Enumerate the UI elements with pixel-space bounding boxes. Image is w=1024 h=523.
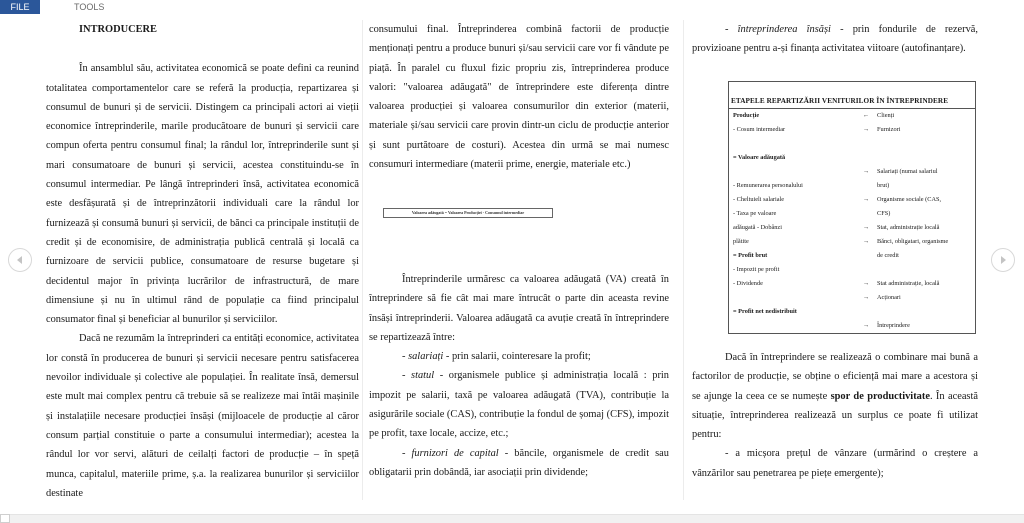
table-row: [729, 249, 975, 263]
status-bar: [0, 514, 1024, 523]
row-recipient: Întreprindere: [877, 322, 910, 329]
list-item: - statul - organismele publice și administrația locală : prin impozit pe salarii, taxă pe valoarea adăugată (TVA), contribuție la asigurările sociale (CAS), contribuție la fondul de șomaj (CFS), impozit pe profit, taxe locale, accize, etc.;: [369, 370, 669, 440]
table-row: [729, 235, 975, 249]
row-recipient: Acționari: [877, 294, 901, 301]
row-recipient: Clienți: [877, 112, 895, 119]
list-item: - întreprinderea însăși - prin fondurile de rezervă, provizioane pentru a-și finanța activitatea viitoare (autofinanțare).: [692, 24, 979, 55]
arrow-right-icon: →: [862, 224, 870, 231]
table-row: [729, 207, 975, 221]
row-item: = Profit net nedistribuit: [733, 308, 797, 315]
paragraph: consumului final. Întreprinderea combină factorii de producție menționați pentru a produce bunuri și/sau servicii care vor fi vândute pe piață. În paralel cu fluxul fizic propriu zis, întreprinderea produce valori: "valoarea adăugată" de întreprindere este diferența dintre valoarea producției și valoarea consumurilor din exterior (materii, materiale și/sau servicii care provin dintr-un ciclu de producție anterior și sunt purtătoare de costuri). Acestea din urmă se mai numesc consumuri intermediare (materii prime, energie, materiale etc.): [369, 24, 669, 171]
row-recipient: [877, 305, 975, 319]
row-item: [729, 291, 855, 305]
arrow-right-icon: →: [862, 196, 870, 203]
table-row: [729, 263, 975, 277]
paragraph: În ansamblul său, activitatea economică se poate defini ca reunind totalitatea comportamentelor care se referă la producția, repartizarea și consumul de bunuri și de servicii. Distingem ca principali actori ai vieții economice întreprinderile, marile producătoare de bunuri și servicii care compun oferta pentru consumul final; la rândul lor, întreprinderile sunt și mari consumatoare de bunuri și servicii, acestea constituindu-se în consumul intermediar. Pe lângă întreprinderi însă, activitatea economică este desfășurată și de întreprinzătorii individuali care la rândul lor furnizează și consumă bunuri și servicii, de bănci ca principale instituții de credit și de economisire, de administrația publică centrală și locală ca furnizoare de servicii publice, consumatoare de resurse bugetare și decidentul major în privința lucrărilor de infrastructură, de mare dimensiune și nu în ultimul rând de populație ca fiind principalul consumator final și beneficiar al bunurilor și serviciilor.: [46, 63, 359, 326]
page-2-lower: [369, 270, 669, 482]
row-recipient: Stat, administrație locală: [877, 224, 940, 231]
row-item: adăugată - Dobânzi: [733, 224, 782, 231]
row-recipient: [877, 151, 975, 165]
row-recipient: [877, 137, 975, 151]
row-recipient: de credit: [877, 252, 899, 259]
arrow-right-icon: →: [862, 126, 870, 133]
arrow-right-icon: →: [862, 168, 870, 175]
table-row: [729, 109, 975, 123]
row-recipient: brut): [877, 182, 890, 189]
row-recipient: Stat administrație, locală: [877, 280, 940, 287]
status-bar-button[interactable]: [0, 514, 10, 523]
item-text: - prin fondurile de rezervă, provizioane pentru a-și finanța activitatea viitoare (autofinanțare).: [692, 24, 979, 55]
table-row: [729, 179, 975, 193]
arrow-right-icon: [855, 137, 877, 151]
table-row: [729, 277, 975, 291]
table-row: [729, 221, 975, 235]
previous-page-button[interactable]: [8, 248, 32, 272]
list-item: - a micșora prețul de vânzare (urmărind o creștere a vânzărilor sau penetrarea pe piețe emergente);: [692, 448, 978, 479]
paragraph: Întreprinderile urmăresc ca valoarea adăugată (VA) creată în întreprindere să fie cât mai mare întrucât o parte din aceasta revine însăși întreprinderii. Valoarea adăugată ca avuție creată în întreprindere se repartizează între:: [369, 274, 669, 343]
table-row: [729, 137, 975, 151]
row-recipient: Furnizori: [877, 126, 901, 133]
table-row: [729, 305, 975, 319]
row-item: plătite: [733, 238, 749, 245]
arrow-right-icon: →: [862, 280, 870, 287]
page-1: [46, 20, 359, 503]
item-term: furnizori de capital: [411, 447, 499, 459]
row-item: [729, 165, 855, 179]
row-item: [729, 137, 855, 151]
text-run: . În această situație, întreprinderea realizează un surplus ce poate fi utilizat pentru:: [692, 390, 978, 441]
row-item: Producție: [733, 112, 760, 119]
bold-term: spor de productivitate: [830, 390, 930, 402]
arrow-right-icon: [855, 179, 877, 193]
page-2: [369, 20, 669, 174]
row-item: = Valoare adăugată: [733, 154, 786, 161]
list-item: - furnizori de capital - băncile, organismele de credit sau obligatarii prin dobândă, iar asociații prin dividende;: [369, 447, 669, 478]
text-run: Dacă în întreprindere se realizează o combinare mai bună a factorilor de producție, se obține o eficiență mai mare a acestora și se ajunge la ceea ce se numește: [692, 352, 978, 402]
table-row: [729, 193, 975, 207]
row-item: [729, 319, 855, 333]
page-3-lower: [692, 348, 978, 483]
page-divider: [683, 20, 684, 500]
arrow-right-icon: →: [862, 238, 870, 245]
row-recipient: [877, 263, 975, 277]
arrow-right-icon: [855, 151, 877, 165]
item-text: - organismele publice și administrația locală : prin impozit pe salarii, taxă pe valoarea adăugată (TVA), contribuție la asigurările sociale (CAS), contribuție la fondul de șomaj (CFS), impozit pe profit, taxe locale, accize, etc.;: [369, 370, 669, 440]
row-item: - Remunerarea personalului: [733, 182, 803, 189]
row-item: - Impozit pe profit: [733, 266, 780, 273]
paragraph: [692, 348, 978, 444]
table-row: [729, 123, 975, 137]
page-divider: [362, 20, 363, 500]
arrow-left-icon: ←: [862, 112, 870, 119]
tab-tools[interactable]: TOOLS: [74, 2, 105, 12]
row-item: - Taxa pe valoare: [733, 210, 777, 217]
list-item: - salariați - prin salarii, cointeresare la profit;: [402, 351, 591, 363]
row-recipient: Salariați (numai salariul: [877, 168, 938, 175]
item-term: salariați: [408, 351, 444, 363]
item-text: - prin salarii, cointeresare la profit;: [443, 351, 591, 363]
arrow-right-icon: [855, 305, 877, 319]
arrow-right-icon: →: [862, 294, 870, 301]
row-item: = Profit brut: [733, 252, 768, 259]
triangle-left-icon: [15, 255, 25, 265]
next-page-button[interactable]: [991, 248, 1015, 272]
row-recipient: Bănci, obligatari, organisme: [877, 238, 949, 245]
file-tab[interactable]: FILE: [0, 0, 40, 14]
table-title: ETAPELE REPARTIZĂRII VENITURILOR ÎN ÎNTREPRINDERE: [729, 82, 975, 109]
table-body: [729, 109, 975, 333]
item-term: întreprinderea însăși: [737, 24, 831, 35]
table-row: [729, 319, 975, 333]
arrow-right-icon: [855, 207, 877, 221]
arrow-right-icon: →: [862, 322, 870, 329]
table-row: [729, 291, 975, 305]
item-text: - băncile, organismele de credit sau obligatarii prin dobândă, iar asociații prin dividende;: [369, 447, 669, 478]
section-heading: INTRODUCERE: [79, 24, 157, 35]
row-item: - Cheltuieli salariale: [733, 196, 785, 203]
revenue-distribution-table: [728, 81, 976, 334]
page-3: [692, 20, 978, 59]
item-term: statul: [411, 370, 435, 382]
paragraph: Dacă ne rezumăm la întreprinderi ca entități economice, activitatea lor constă în producerea de bunuri și servicii necesare pentru satisfacerea nevoilor individuale și colective ale populației. În realitate însă, demersul este mult mai complex pentru că trebuie să se realizeze mai întâi mașinile și instalațiile necesare producției însăși (mijloacele de producție al căror consum parțial constituie o parte a consumului intermediar); acestea la rândul lor vor servi, alături de ceilalți factori de producție – în speță munca, capitalul, materiile prime, ș.a. la realizarea bunurilor și serviciilor destinate: [46, 333, 359, 499]
arrow-right-icon: [855, 263, 877, 277]
triangle-right-icon: [998, 255, 1008, 265]
row-recipient: Organisme sociale (CAS,: [877, 196, 942, 203]
formula-box: Valoarea adăugată = Valoarea Producției - Consumul intermediar: [383, 208, 553, 218]
arrow-right-icon: [855, 249, 877, 263]
ribbon-bar: [0, 0, 1024, 14]
row-recipient: CFS): [877, 210, 891, 217]
table-row: [729, 165, 975, 179]
row-item: - Dividende: [733, 280, 763, 287]
row-item: - Cosum intermediar: [733, 126, 786, 133]
table-row: [729, 151, 975, 165]
